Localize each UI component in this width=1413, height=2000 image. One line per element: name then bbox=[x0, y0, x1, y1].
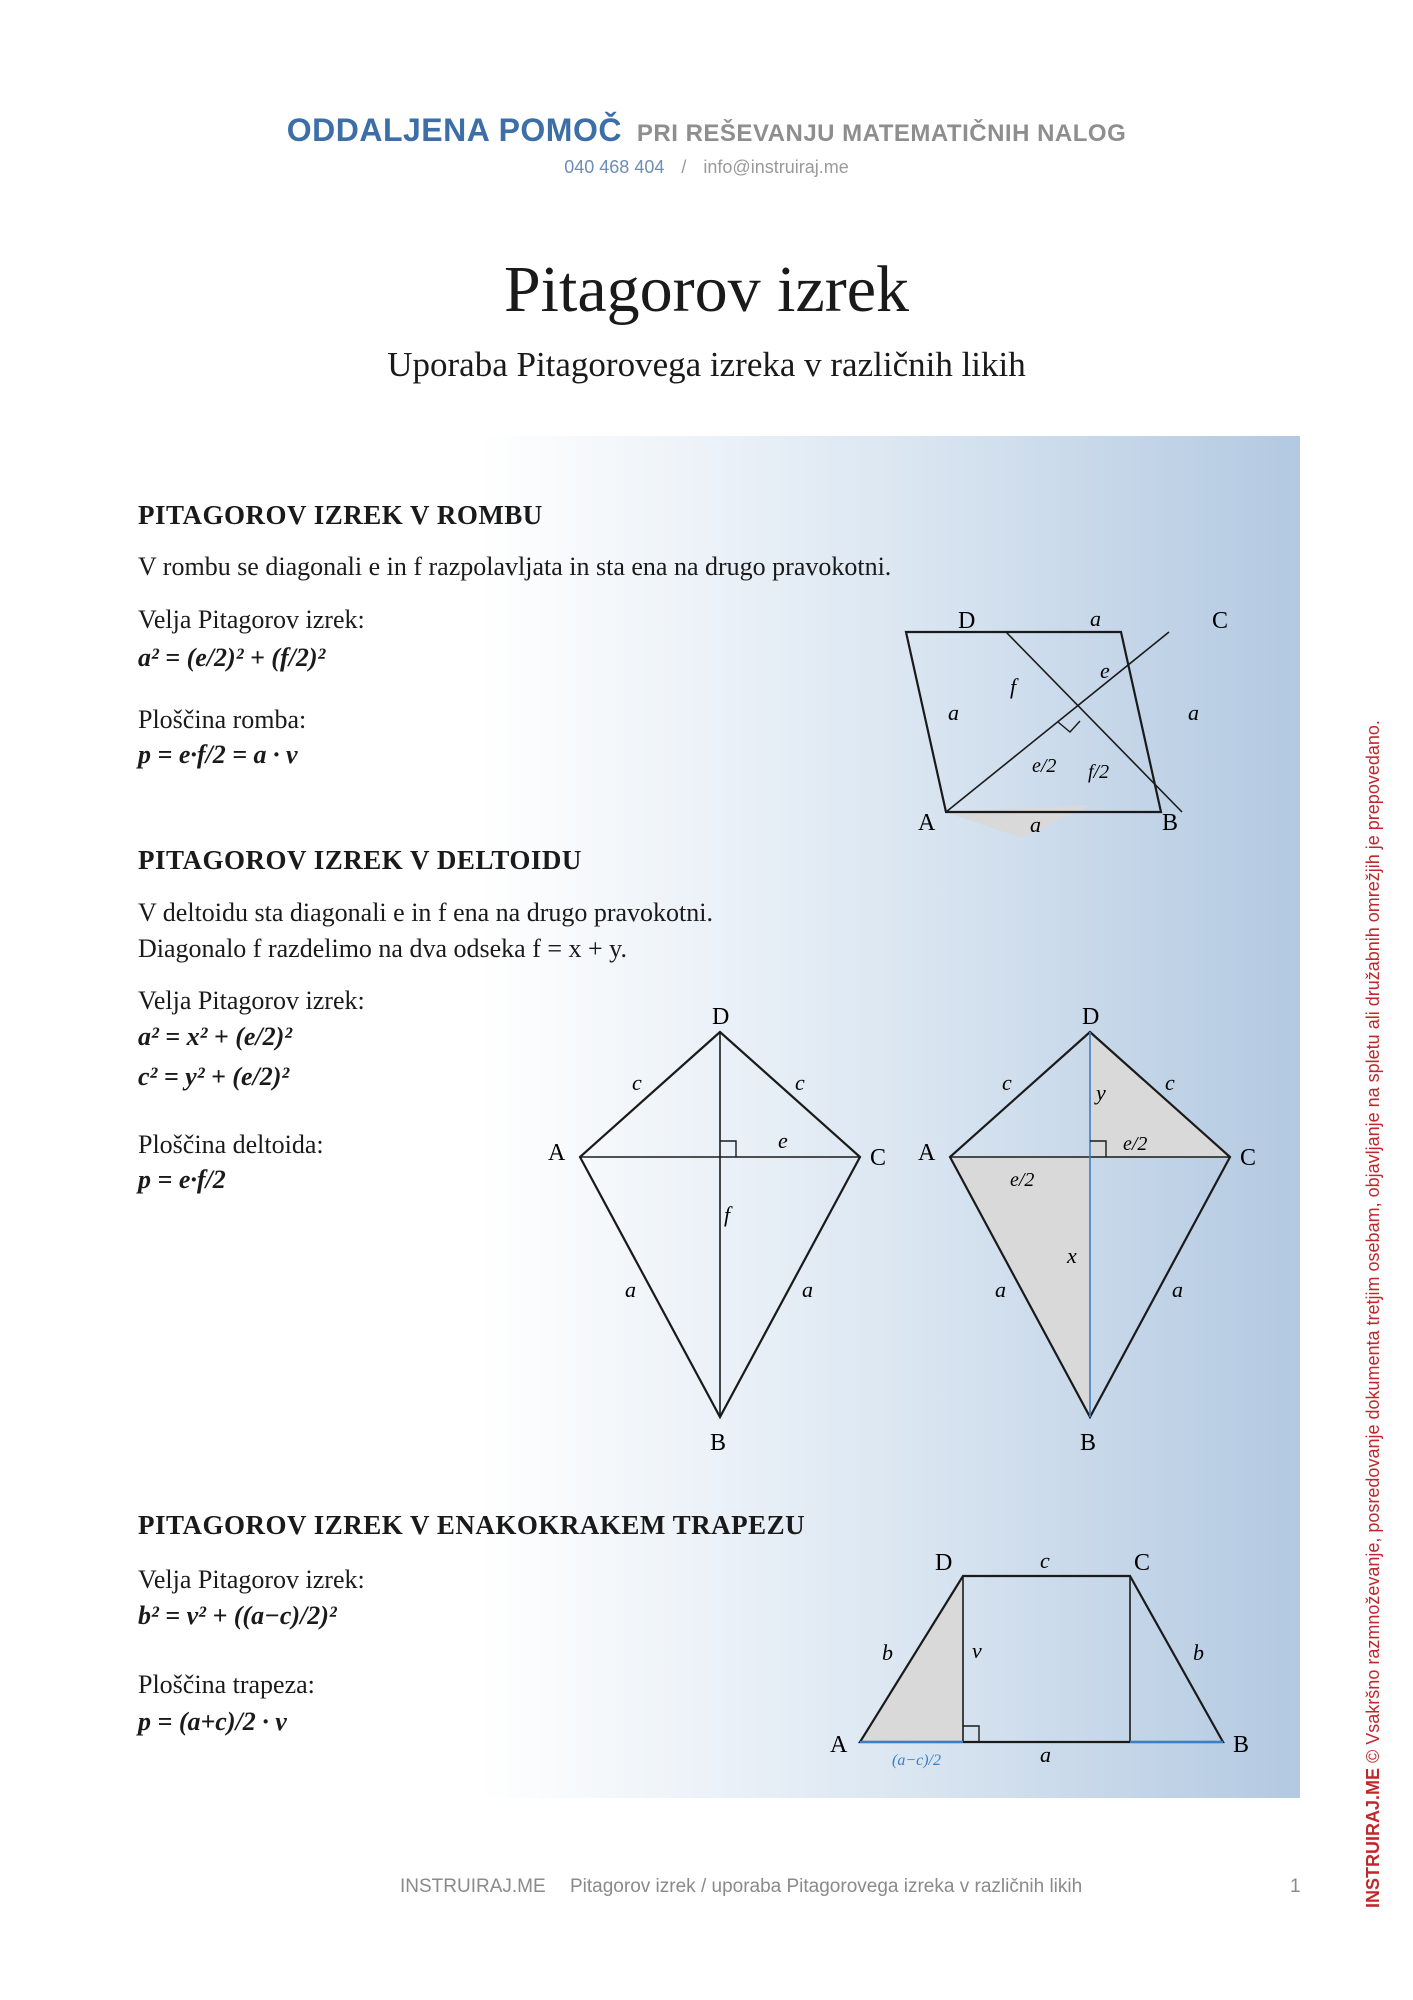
deltoid-right-label-e-half-bottom: e/2 bbox=[1010, 1169, 1035, 1191]
romb-label-a-top: a bbox=[1090, 606, 1101, 631]
romb-label-f: f bbox=[1010, 674, 1017, 699]
page-title: Pitagorov izrek bbox=[503, 253, 910, 326]
romb-label-C: C bbox=[1212, 608, 1229, 634]
header-contact bbox=[0, 157, 1413, 178]
romb-diagonal-e bbox=[946, 632, 1169, 812]
side-note-brand: INSTRUIRAJ.ME bbox=[1363, 1767, 1383, 1908]
romb-label-B: B bbox=[1162, 810, 1179, 836]
romb-intro: V rombu se diagonali e in f razpolavljata in sta ena na drugo pravokotni. bbox=[138, 552, 892, 581]
deltoid-left-label-C: C bbox=[870, 1145, 887, 1171]
trapez-label-D: D bbox=[935, 1550, 953, 1576]
deltoid-diagram-right bbox=[910, 990, 1270, 1460]
romb-area-label: Ploščina romba: bbox=[138, 705, 307, 734]
deltoid-right-label-y: y bbox=[1096, 1080, 1106, 1105]
footer-site: INSTRUIRAJ.ME bbox=[400, 1876, 546, 1897]
trapez-theorem-label: Velja Pitagorov izrek: bbox=[138, 1565, 365, 1594]
trapez-label-B: B bbox=[1233, 1732, 1250, 1758]
deltoid-formula-2: c² = y² + (e/2)² bbox=[138, 1062, 290, 1091]
deltoid-theorem-label: Velja Pitagorov izrek: bbox=[138, 986, 365, 1015]
deltoid-left-label-A: A bbox=[548, 1140, 566, 1166]
romb-diagram bbox=[900, 600, 1260, 840]
trapez-label-a-minus-c-half: (a−c)/2 bbox=[892, 1752, 941, 1769]
deltoid-intro-2: Diagonalo f razdelimo na dva odseka f = x + y. bbox=[138, 934, 627, 963]
trapez-label-v: v bbox=[972, 1638, 982, 1663]
romb-area-formula: p = e·f/2 = a · v bbox=[138, 740, 298, 769]
deltoid-left-label-a-left: a bbox=[625, 1277, 636, 1302]
romb-label-a-right: a bbox=[1188, 700, 1199, 725]
trapez-label-c: c bbox=[1040, 1548, 1050, 1573]
trapez-label-b-right: b bbox=[1193, 1640, 1204, 1665]
romb-right-angle bbox=[1058, 721, 1080, 732]
romb-heading: PITAGOROV IZREK V ROMBU bbox=[138, 500, 543, 530]
romb-label-f-half: f/2 bbox=[1088, 761, 1110, 783]
header-brand: ODDALJENA POMOČ bbox=[286, 112, 622, 148]
romb-label-D: D bbox=[958, 608, 976, 634]
header-tagline: PRI REŠEVANJU MATEMATIČNIH NALOG bbox=[636, 120, 1127, 147]
deltoid-left-right-angle bbox=[720, 1141, 736, 1157]
deltoid-right-label-a-left: a bbox=[995, 1277, 1006, 1302]
romb-diagonal-f bbox=[1006, 632, 1182, 812]
deltoid-right-label-x: x bbox=[1067, 1243, 1077, 1268]
trapez-formula: b² = v² + ((a−c)/2)² bbox=[138, 1601, 337, 1630]
deltoid-right-label-B: B bbox=[1080, 1430, 1097, 1456]
romb-theorem-label: Velja Pitagorov izrek: bbox=[138, 605, 365, 634]
trapez-area-formula: p = (a+c)/2 · v bbox=[138, 1707, 287, 1736]
header-phone[interactable]: 040 468 404 bbox=[564, 157, 665, 177]
footer-page-number: 1 bbox=[1290, 1876, 1301, 1897]
trapez-diagram bbox=[820, 1540, 1280, 1780]
trapez-label-C: C bbox=[1134, 1550, 1151, 1576]
romb-shaded-triangle bbox=[945, 805, 1090, 838]
deltoid-right-label-e-half-top: e/2 bbox=[1123, 1133, 1148, 1155]
romb-label-a-bottom: a bbox=[1030, 812, 1041, 837]
deltoid-left-label-c-left: c bbox=[632, 1070, 642, 1095]
trapez-heading: PITAGOROV IZREK V ENAKOKRAKEM TRAPEZU bbox=[138, 1510, 806, 1540]
deltoid-area-label: Ploščina deltoida: bbox=[138, 1130, 324, 1159]
romb-label-e-half: e/2 bbox=[1032, 755, 1057, 777]
deltoid-right-label-C: C bbox=[1240, 1145, 1257, 1171]
deltoid-left-label-c-right: c bbox=[795, 1070, 805, 1095]
header-email[interactable]: info@instruiraj.me bbox=[703, 157, 849, 177]
deltoid-left-label-e: e bbox=[778, 1128, 788, 1153]
deltoid-right-label-c-right: c bbox=[1165, 1070, 1175, 1095]
copyright-side-note bbox=[1363, 720, 1384, 1908]
deltoid-right-label-a-right: a bbox=[1172, 1277, 1183, 1302]
deltoid-formula-1: a² = x² + (e/2)² bbox=[138, 1022, 293, 1051]
trapez-label-A: A bbox=[830, 1732, 848, 1758]
romb-label-a-left: a bbox=[948, 700, 959, 725]
deltoid-right-label-D: D bbox=[1082, 1004, 1100, 1030]
page-header bbox=[0, 112, 1413, 178]
footer-doc-title: Pitagorov izrek / uporaba Pitagorovega izreka v različnih likih bbox=[570, 1876, 1083, 1897]
trapez-area-label: Ploščina trapeza: bbox=[138, 1670, 315, 1699]
header-title-line bbox=[0, 112, 1413, 149]
romb-label-A: A bbox=[918, 810, 936, 836]
trapez-label-b-left: b bbox=[882, 1640, 893, 1665]
trapez-right-angle bbox=[963, 1726, 979, 1742]
deltoid-intro-1: V deltoidu sta diagonali e in f ena na drugo pravokotni. bbox=[138, 898, 713, 927]
deltoid-area-formula: p = e·f/2 bbox=[138, 1165, 226, 1194]
romb-formula: a² = (e/2)² + (f/2)² bbox=[138, 643, 326, 672]
deltoid-left-label-f: f bbox=[724, 1202, 731, 1227]
romb-label-e: e bbox=[1100, 658, 1110, 683]
deltoid-left-label-B: B bbox=[710, 1430, 727, 1456]
header-separator: / bbox=[681, 157, 687, 177]
deltoid-left-label-D: D bbox=[712, 1004, 730, 1030]
deltoid-right-label-A: A bbox=[918, 1140, 936, 1166]
trapez-label-a: a bbox=[1040, 1742, 1051, 1767]
deltoid-heading: PITAGOROV IZREK V DELTOIDU bbox=[138, 845, 582, 875]
page-subtitle: Uporaba Pitagorovega izreka v različnih likih bbox=[387, 345, 1026, 384]
deltoid-right-label-c-left: c bbox=[1002, 1070, 1012, 1095]
deltoid-diagram-left bbox=[540, 990, 900, 1460]
side-note-text: © Vsakršno razmnoževanje, posredovanje dokumenta tretjim osebam, objavljanje na spletu ali družabnih omrežjih je prepovedano. bbox=[1363, 720, 1383, 1763]
deltoid-left-label-a-right: a bbox=[802, 1277, 813, 1302]
